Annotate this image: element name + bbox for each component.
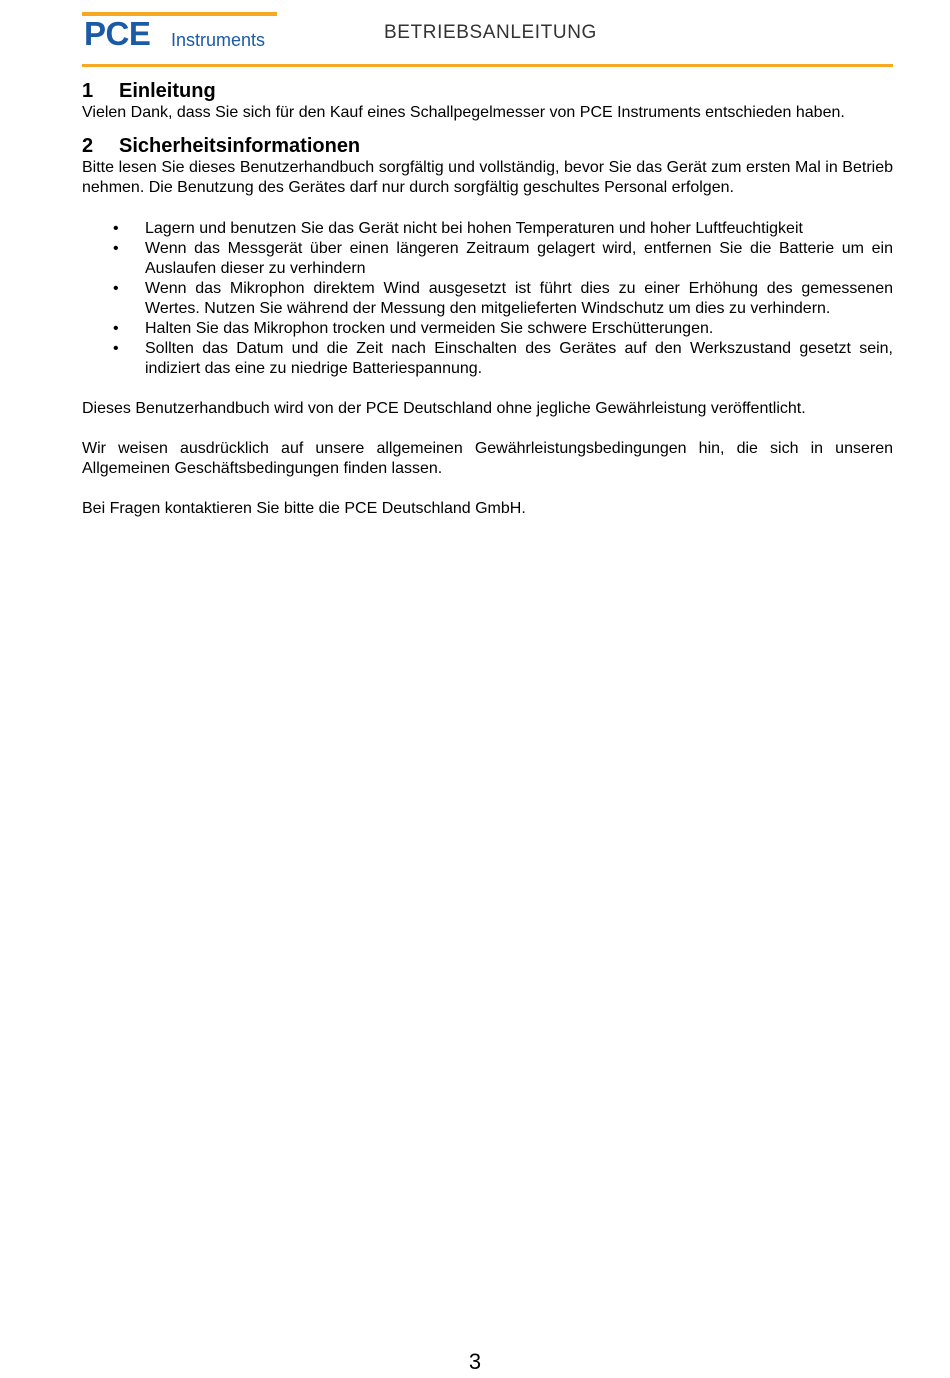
list-item: • Lagern und benutzen Sie das Gerät nicht bei hohen Temperaturen und hoher Luftfeuchtigkeit <box>113 220 803 237</box>
bullet-icon: • <box>113 240 119 257</box>
header-divider <box>82 64 893 67</box>
intro-paragraph: Vielen Dank, dass Sie sich für den Kauf eines Schallpegelmesser von PCE Instruments entschieden haben. <box>82 104 845 121</box>
document-title: BETRIEBSANLEITUNG <box>384 22 597 43</box>
list-item: • Halten Sie das Mikrophon trocken und vermeiden Sie schwere Erschütterungen. <box>113 320 714 337</box>
page-content <box>82 78 893 519</box>
list-item: • Wenn das Messgerät über einen längeren Zeitraum gelagert wird, entfernen Sie die Batterie um ein Auslaufen dieser zu verhindern <box>113 240 893 277</box>
section-number: 1 <box>82 80 94 102</box>
bullet-icon: • <box>113 320 119 337</box>
section-heading-einleitung <box>82 79 893 103</box>
safety-list <box>82 219 893 379</box>
page-number: 3 <box>468 1349 482 1374</box>
logo-instruments-text: Instruments <box>171 30 266 50</box>
bullet-icon: • <box>113 220 119 237</box>
list-item: • Wenn das Mikrophon direktem Wind ausgesetzt ist führt dies zu einer Erhöhung des gemessenen Wertes. Nutzen Sie während der Messung den mitgelieferten Windschutz um dies zu verhindern. <box>113 280 893 317</box>
pce-instruments-logo <box>82 8 277 50</box>
bullet-icon: • <box>113 340 119 357</box>
list-item: • Sollten das Datum und die Zeit nach Einschalten des Gerätes auf den Werkszustand gesetzt sein, indiziert das eine zu niedrige Batteriespannung. <box>113 340 893 377</box>
section-title: Sicherheitsinformationen <box>119 135 361 157</box>
warranty-paragraph: Wir weisen ausdrücklich auf unsere allgemeinen Gewährleistungsbedingungen hin, die sich in unseren Allgemeinen Geschäftsbedingungen finden lassen. <box>82 440 893 477</box>
contact-paragraph: Bei Fragen kontaktieren Sie bitte die PCE Deutschland GmbH. <box>82 500 526 517</box>
safety-paragraph: Bitte lesen Sie dieses Benutzerhandbuch sorgfältig und vollständig, bevor Sie das Gerät zum ersten Mal in Betrieb nehmen. Die Benutzung des Gerätes darf nur durch sorgfältig geschultes Personal erfolgen. <box>82 159 893 196</box>
logo-pce-text: PCE <box>84 15 151 52</box>
disclaimer-paragraph: Dieses Benutzerhandbuch wird von der PCE Deutschland ohne jegliche Gewährleistung veröffentlicht. <box>82 400 806 417</box>
bullet-icon: • <box>113 280 119 297</box>
section-heading-sicherheit <box>82 134 893 158</box>
page-header <box>82 0 893 70</box>
section-title: Einleitung <box>119 80 216 102</box>
section-number: 2 <box>82 135 94 157</box>
